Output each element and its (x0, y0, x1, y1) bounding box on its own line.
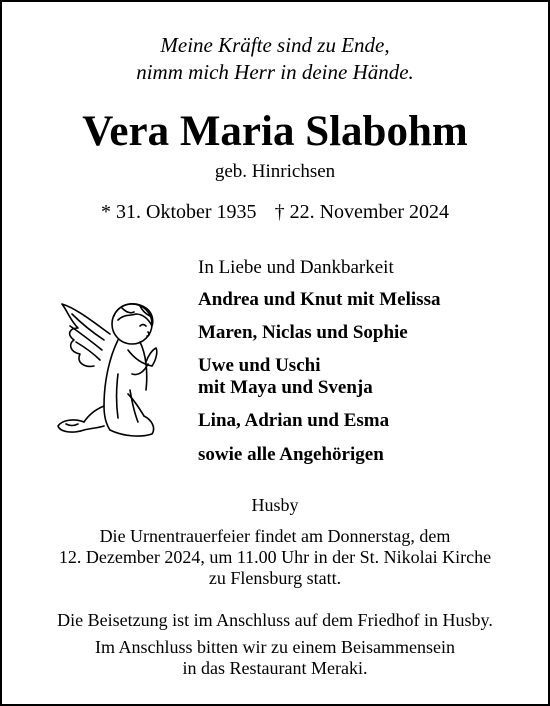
mourner-group (198, 444, 538, 466)
gathering-info (0, 637, 550, 679)
mourners-block (198, 256, 538, 466)
mourner-line: Maren, Niclas und Sophie (198, 322, 408, 343)
mourner-line: mit Maya und Svenja (198, 377, 373, 398)
birth-name: geb. Hinrichsen (214, 161, 336, 182)
mourner-line: sowie alle Angehörigen (198, 444, 384, 465)
verse-line-2: nimm mich Herr in deine Hände. (136, 60, 414, 84)
burial-info: Die Beisetzung ist im Anschluss auf dem Friedhof in Husby. (57, 610, 493, 630)
mourner-group (198, 355, 538, 399)
mourner-line: Uwe und Uschi (198, 355, 321, 376)
ceremony-info (0, 526, 550, 589)
mourner-line: Lina, Adrian und Esma (198, 410, 390, 431)
mourner-group (198, 410, 538, 432)
place: Husby (251, 495, 299, 515)
praying-angel-icon (48, 294, 166, 448)
life-dates (0, 199, 550, 225)
death-date: † 22. November 2024 (274, 201, 449, 223)
birth-date: * 31. Oktober 1935 (101, 201, 257, 223)
mourner-group (198, 289, 538, 311)
mourner-line: Andrea und Knut mit Melissa (198, 289, 441, 310)
mourner-group (198, 322, 538, 344)
verse-line-1: Meine Kräfte sind zu Ende, (160, 33, 390, 57)
ceremony-line-3: zu Flensburg statt. (208, 568, 342, 588)
mourners-intro: In Liebe und Dankbarkeit (198, 257, 394, 278)
deceased-name: Vera Maria Slabohm (82, 108, 468, 155)
ceremony-line-1: Die Urnentrauerfeier findet am Donnerstag, dem (99, 526, 451, 546)
gathering-line-1: Im Anschluss bitten wir zu einem Beisammensein (95, 637, 455, 657)
gathering-line-2: in das Restaurant Meraki. (182, 658, 368, 678)
verse (0, 32, 550, 86)
ceremony-line-2: 12. Dezember 2024, um 11.00 Uhr in der St. Nikolai Kirche (58, 547, 492, 567)
